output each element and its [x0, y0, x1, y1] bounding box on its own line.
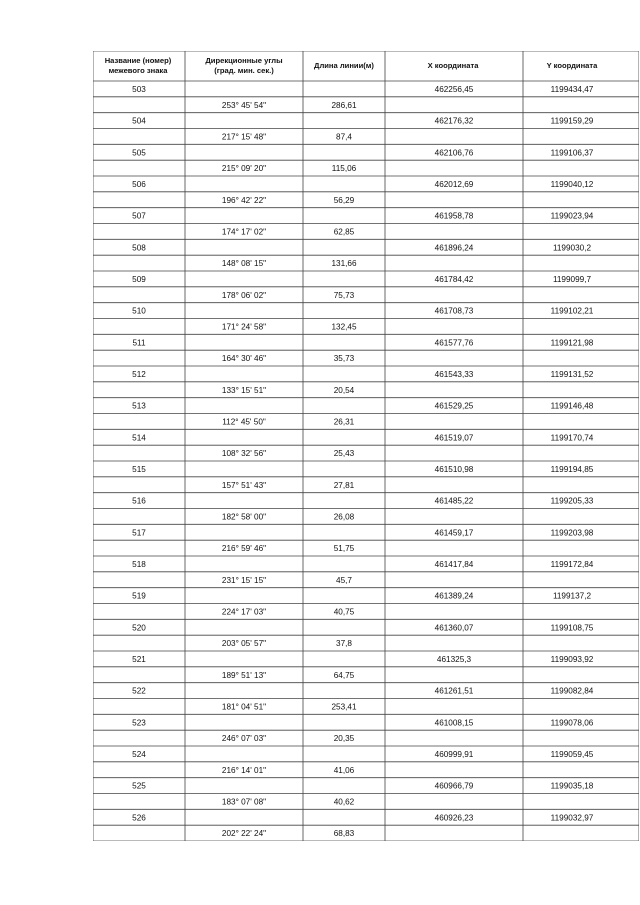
point-name-cell: 507	[132, 211, 146, 221]
direction-angle-cell: 133° 15' 51"	[221, 385, 267, 395]
table-row	[222, 386, 355, 395]
direction-angle-cell: 182° 58' 00"	[221, 512, 267, 522]
y-coordinate-cell: 1199082,84	[550, 686, 594, 696]
line-length-cell: 75,73	[333, 290, 355, 300]
y-coordinate-cell: 1199194,85	[550, 464, 594, 474]
point-name-cell: 518	[132, 559, 146, 569]
line-length-cell: 253,41	[331, 702, 357, 712]
line-length-cell: 40,75	[333, 607, 355, 617]
table-row	[222, 449, 355, 458]
x-coordinate-cell: 461958,78	[434, 211, 474, 221]
table-row	[222, 702, 357, 711]
table-row	[222, 481, 355, 490]
table-row	[132, 687, 594, 696]
table-row	[132, 528, 594, 537]
y-coordinate-cell: 1199131,52	[550, 369, 594, 379]
direction-angle-cell: 231° 15' 15"	[221, 575, 267, 585]
table-row	[132, 338, 593, 347]
line-length-cell: 40,62	[333, 797, 355, 807]
point-name-cell: 515	[132, 464, 146, 474]
table-body	[132, 85, 594, 838]
table-row	[222, 671, 355, 680]
direction-angle-cell: 217° 15' 48"	[221, 132, 267, 142]
x-coordinate-cell: 461510,98	[434, 464, 474, 474]
table-row	[222, 607, 355, 616]
point-name-cell: 514	[132, 433, 146, 443]
point-name-cell: 517	[132, 528, 146, 538]
line-length-cell: 20,35	[333, 734, 355, 744]
table-row	[132, 243, 591, 252]
y-coordinate-cell: 1199137,2	[552, 591, 592, 601]
table-row	[222, 734, 355, 743]
table-row	[222, 291, 355, 300]
x-coordinate-cell: 461389,24	[434, 591, 474, 601]
direction-angle-cell: 183° 07' 08"	[221, 797, 267, 807]
x-coordinate-cell: 462256,45	[434, 84, 474, 94]
x-coordinate-cell: 461784,42	[434, 274, 474, 284]
point-name-cell: 513	[132, 401, 146, 411]
table-row	[132, 592, 591, 601]
x-coordinate-cell: 462176,32	[434, 116, 474, 126]
table-row	[132, 148, 594, 157]
x-coordinate-cell: 461708,73	[434, 306, 474, 316]
y-coordinate-cell: 1199093,92	[550, 654, 594, 664]
point-name-cell: 520	[132, 623, 146, 633]
x-coordinate-cell: 461519,07	[434, 433, 474, 443]
table-row	[132, 623, 594, 632]
y-coordinate-cell: 1199434,47	[550, 84, 594, 94]
table-row	[222, 639, 352, 648]
direction-angle-cell: 246° 07' 03"	[221, 734, 267, 744]
x-coordinate-cell: 461417,84	[434, 559, 474, 569]
table-row	[132, 718, 594, 727]
header-angle-line-2: (град. мин. сек.)	[214, 66, 274, 75]
table-row	[222, 576, 352, 585]
header-angle-line-1: Дирекционные углы	[205, 56, 283, 65]
point-name-cell: 506	[132, 179, 146, 189]
direction-angle-cell: 148° 08' 15"	[221, 259, 267, 269]
line-length-cell: 131,66	[331, 259, 357, 269]
table-row	[132, 560, 594, 569]
point-name-cell: 526	[132, 813, 146, 823]
x-coordinate-cell: 461529,25	[434, 401, 474, 411]
x-coordinate-cell: 461008,15	[434, 718, 474, 728]
table-header-row	[105, 56, 598, 75]
table-row	[132, 370, 594, 379]
table-row	[132, 117, 594, 126]
x-coordinate-cell: 461485,22	[434, 496, 474, 506]
y-coordinate-cell: 1199040,12	[550, 179, 594, 189]
header-name-line-2: межевого знака	[108, 66, 168, 75]
table-row	[132, 782, 594, 791]
y-coordinate-cell: 1199102,21	[550, 306, 594, 316]
line-length-cell: 87,4	[336, 132, 352, 142]
direction-angle-cell: 216° 14' 01"	[221, 765, 267, 775]
line-length-cell: 62,85	[333, 227, 355, 237]
table-row	[222, 164, 357, 173]
table-row	[222, 101, 357, 110]
line-length-cell: 64,75	[333, 670, 355, 680]
y-coordinate-cell: 1199078,06	[550, 718, 594, 728]
y-coordinate-cell: 1199121,98	[550, 338, 594, 348]
direction-angle-cell: 164° 30' 46"	[221, 354, 267, 364]
line-length-cell: 68,83	[333, 829, 355, 839]
y-coordinate-cell: 1199159,29	[550, 116, 594, 126]
point-name-cell: 504	[132, 116, 146, 126]
line-length-cell: 45,7	[336, 575, 352, 585]
point-name-cell: 516	[132, 496, 146, 506]
direction-angle-cell: 178° 06' 02"	[221, 290, 267, 300]
point-name-cell: 523	[132, 718, 146, 728]
line-length-cell: 115,06	[331, 164, 357, 174]
direction-angle-cell: 224° 17' 03"	[221, 607, 267, 617]
direction-angle-cell: 171° 24' 58"	[221, 322, 267, 332]
x-coordinate-cell: 461261,51	[434, 686, 474, 696]
table-row	[222, 227, 355, 236]
table-row	[132, 433, 594, 442]
table-row	[222, 766, 355, 775]
y-coordinate-cell: 1199099,7	[552, 274, 592, 284]
direction-angle-cell: 253° 45' 54"	[221, 100, 267, 110]
table-row	[132, 180, 594, 189]
table-row	[222, 544, 355, 553]
document-page	[93, 51, 639, 841]
direction-angle-cell: 157° 51' 43"	[221, 480, 267, 490]
point-name-cell: 522	[132, 686, 146, 696]
header-x-coordinate: X координата	[427, 61, 479, 70]
y-coordinate-cell: 1199030,2	[552, 243, 592, 253]
point-name-cell: 508	[132, 243, 146, 253]
table-row	[132, 85, 594, 94]
y-coordinate-cell: 1199146,48	[550, 401, 594, 411]
x-coordinate-cell: 460966,79	[434, 781, 474, 791]
line-length-cell: 132,45	[331, 322, 357, 332]
point-name-cell: 503	[132, 84, 146, 94]
point-name-cell: 519	[132, 591, 146, 601]
direction-angle-cell: 174° 17' 02"	[221, 227, 267, 237]
point-name-cell: 524	[132, 749, 146, 759]
point-name-cell: 511	[132, 338, 146, 348]
table-row	[132, 465, 594, 474]
y-coordinate-cell: 1199059,45	[550, 749, 594, 759]
point-name-cell: 510	[132, 306, 146, 316]
y-coordinate-cell: 1199172,84	[550, 559, 594, 569]
y-coordinate-cell: 1199108,75	[550, 623, 594, 633]
x-coordinate-cell: 462012,69	[434, 179, 474, 189]
direction-angle-cell: 196° 42' 22"	[221, 195, 267, 205]
header-length: Длина линии(м)	[314, 61, 374, 70]
boundary-points-table	[93, 51, 639, 841]
x-coordinate-cell: 461360,07	[434, 623, 474, 633]
line-length-cell: 286,61	[331, 100, 357, 110]
x-coordinate-cell: 461325,3	[436, 654, 472, 664]
x-coordinate-cell: 461896,24	[434, 243, 474, 253]
table-row	[222, 797, 355, 806]
y-coordinate-cell: 1199023,94	[550, 211, 594, 221]
table-row	[132, 402, 594, 411]
direction-angle-cell: 108° 32' 56"	[221, 449, 267, 459]
y-coordinate-cell: 1199170,74	[550, 433, 594, 443]
y-coordinate-cell: 1199203,98	[550, 528, 594, 538]
header-y-coordinate: Y координата	[546, 61, 598, 70]
line-length-cell: 25,43	[333, 449, 355, 459]
y-coordinate-cell: 1199106,37	[550, 148, 594, 158]
line-length-cell: 56,29	[333, 195, 355, 205]
direction-angle-cell: 203° 05' 57"	[221, 639, 267, 649]
table-row	[222, 322, 357, 331]
y-coordinate-cell: 1199035,18	[550, 781, 594, 791]
table-row	[132, 813, 594, 822]
x-coordinate-cell: 460999,91	[434, 749, 474, 759]
line-length-cell: 26,31	[333, 417, 355, 427]
point-name-cell: 521	[132, 654, 146, 664]
line-length-cell: 51,75	[333, 544, 355, 554]
direction-angle-cell: 189° 51' 13"	[221, 670, 267, 680]
table-row	[132, 307, 594, 316]
point-name-cell: 525	[132, 781, 146, 791]
table-row	[132, 655, 594, 664]
x-coordinate-cell: 462106,76	[434, 148, 474, 158]
line-length-cell: 35,73	[333, 354, 355, 364]
point-name-cell: 505	[132, 148, 146, 158]
x-coordinate-cell: 460926,23	[434, 813, 474, 823]
header-name-line-1: Название (номер)	[104, 56, 172, 65]
direction-angle-cell: 112° 45' 50"	[222, 417, 266, 427]
table-row	[132, 212, 594, 221]
table-row	[132, 275, 591, 284]
line-length-cell: 27,81	[333, 480, 355, 490]
direction-angle-cell: 216° 59' 46"	[221, 544, 267, 554]
x-coordinate-cell: 461459,17	[434, 528, 474, 538]
point-name-cell: 512	[132, 369, 146, 379]
x-coordinate-cell: 461577,76	[434, 338, 474, 348]
line-length-cell: 37,8	[336, 639, 352, 649]
table-row	[222, 354, 355, 363]
x-coordinate-cell: 461543,33	[434, 369, 474, 379]
direction-angle-cell: 215° 09' 20"	[221, 164, 267, 174]
y-coordinate-cell: 1199205,33	[550, 496, 594, 506]
table-row	[222, 512, 355, 521]
table-row	[132, 750, 594, 759]
table-row	[222, 417, 354, 426]
table-row	[222, 196, 355, 205]
table-row	[222, 829, 355, 838]
table-row	[222, 132, 352, 141]
direction-angle-cell: 202° 22' 24"	[221, 829, 267, 839]
point-name-cell: 509	[132, 274, 146, 284]
y-coordinate-cell: 1199032,97	[550, 813, 594, 823]
direction-angle-cell: 181° 04' 51"	[221, 702, 267, 712]
line-length-cell: 20,54	[333, 385, 355, 395]
table-row	[222, 259, 357, 268]
line-length-cell: 41,06	[333, 765, 355, 775]
table-row	[132, 497, 594, 506]
line-length-cell: 26,08	[333, 512, 355, 522]
